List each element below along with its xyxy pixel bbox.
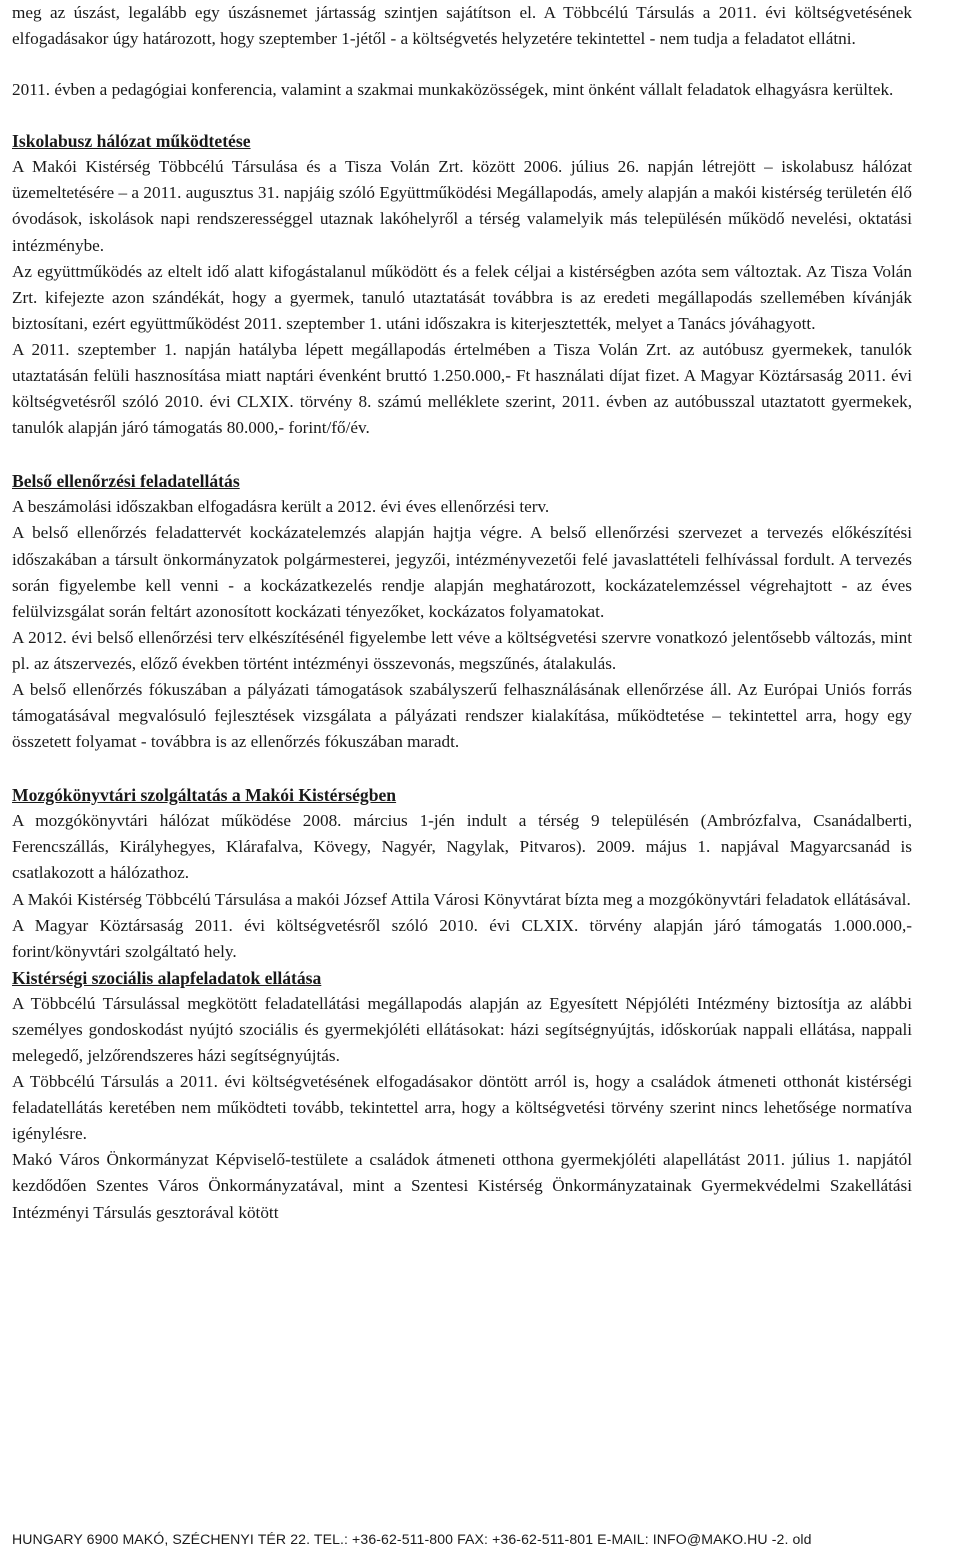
page-footer: HUNGARY 6900 MAKÓ, SZÉCHENYI TÉR 22. TEL.: +36-62-511-800 FAX: +36-62-511-801 E-MAIL: INFO@MAKO.HU -2. old xyxy=(12,1531,812,1547)
intro-section xyxy=(12,0,912,103)
section-heading: Mozgókönyvtári szolgáltatás a Makói Kistérségben xyxy=(12,785,397,806)
paragraph: A beszámolási időszakban elfogadásra került a 2012. évi éves ellenőrzési terv. xyxy=(12,497,550,517)
paragraph: Az együttműködés az eltelt idő alatt kifogástalanul működött és a felek céljai a kistérségben azóta sem változtak. Az Tisza Volán Zrt. kifejezte azon szándékát, hogy a gyermek, tanuló utaztatását továbbra is az eredeti megállapodás szellemében kívánják biztosítani, ezért együttműködést 2011. szeptember 1. utáni időszakra is kiterjesztették, melyet a Tanács jóváhagyott. xyxy=(12,261,912,333)
section-heading: Kistérségi szociális alapfeladatok ellátása xyxy=(12,967,322,988)
schoolbus-section xyxy=(12,128,912,441)
paragraph: A 2011. szeptember 1. napján hatályba lépett megállapodás értelmében a Tisza Volán Zrt. az autóbusz gyermekek, tanulók utaztatásán felüli hasznosítása miatt naptári évenként bruttó 1.250.000,- Ft használati díjat fizet. A Magyar Köztársaság 2011. évi költségvetésről szóló 2010. évi CLXIX. törvény 8. számú melléklete szerint, 2011. évben az autóbusszal utaztatott gyermekek, tanulók alapján járó támogatás 80.000,- forint/fő/év. xyxy=(12,339,912,438)
document-body xyxy=(12,0,912,1226)
social-section xyxy=(12,965,912,1226)
paragraph: A Makói Kistérség Többcélú Társulása és a Tisza Volán Zrt. között 2006. július 26. napján létrejött – iskolabusz hálózat üzemeltetésére – a 2011. augusztus 31. napjáig szóló Együttműködési Megállapodás, amely alapján a makói kistérség területén élő óvodások, iskolások napi rendszerességgel utaznak lakóhelyről a térség valamelyik más településén működő nevelési, oktatási intézménybe. xyxy=(12,157,912,255)
paragraph: A belső ellenőrzés fókuszában a pályázati támogatások szabályszerű felhasználásának ellenőrzése áll. Az Európai Uniós forrás támogatásával megvalósuló fejlesztések vizsgálata a pályázati rendszer kialakítása, működtetése – tekintettel arra, hogy egy összetett folyamat - továbbra is az ellenőrzés fókuszában maradt. xyxy=(12,679,912,752)
paragraph: meg az úszást, legalább egy úszásnemet jártasság szintjen sajátítson el. A Többcélú Társulás a 2011. évi költségvetésének elfogadásakor úgy határozott, hogy szeptember 1-jétől - a költségvetés helyzetére tekintettel - nem tudja a feladatot ellátni. xyxy=(12,3,912,49)
library-section xyxy=(12,782,912,965)
paragraph: 2011. évben a pedagógiai konferencia, valamint a szakmai munkaközösségek, mint önként vállalt feladatok elhagyásra kerültek. xyxy=(12,80,894,100)
paragraph: A 2012. évi belső ellenőrzési terv elkészítésénél figyelembe lett véve a költségvetési szervre vonatkozó jelentősebb változás, mint pl. az átszervezés, előző években történt intézményi összevonás, megszűnés, átalakulás. xyxy=(12,627,912,673)
audit-section xyxy=(12,468,912,755)
paragraph: A Magyar Köztársaság 2011. évi költségvetésről szóló 2010. évi CLXIX. törvény alapján járó támogatás 1.000.000,- forint/könyvtári szolgáltató hely. xyxy=(12,915,912,961)
paragraph: A Makói Kistérség Többcélú Társulása a makói József Attila Városi Könyvtárat bízta meg a mozgókönyvtári feladatok ellátásával. xyxy=(12,889,911,909)
paragraph: A Többcélú Társulás a 2011. évi költségvetésének elfogadásakor döntött arról is, hogy a családok átmeneti otthonát kistérségi feladatellátás keretében nem működteti tovább, tekintettel arra, hogy a költségvetési törvény szerint nincs lehetősége normatíva igénylésre. xyxy=(12,1072,912,1144)
paragraph: A Többcélú Társulással megkötött feladatellátási megállapodás alapján az Egyesített Népjóléti Intézmény biztosítja az alábbi személyes gondoskodást nyújtó szociális és gyermekjóléti ellátásokat: házi segítségnyújtás, időskorúak nappali ellátása, nappali melegedő, jelzőrendszeres házi segítségnyújtás. xyxy=(12,993,912,1065)
paragraph: Makó Város Önkormányzat Képviselő-testülete a családok átmeneti otthona gyermekjóléti alapellátást 2011. július 1. napjától kezdődően Szentes Város Önkormányzatával, mint a Szentesi Kistérség Önkormányzatainak Gyermekvédelmi Szakellátási Intézményi Társulás gesztorával kötött xyxy=(12,1150,912,1222)
paragraph: A mozgókönyvtári hálózat működése 2008. március 1-jén indult a térség 9 településén (Ambrózfalva, Csanádalberti, Ferencszállás, Királyhegyes, Klárafalva, Kövegy, Nagyér, Nagylak, Pitvaros). 2009. május 1. napjával Magyarcsanád is csatlakozott a hálózathoz. xyxy=(12,811,912,883)
section-heading: Iskolabusz hálózat működtetése xyxy=(12,131,251,152)
paragraph: A belső ellenőrzés feladattervét kockázatelemzés alapján hajtja végre. A belső ellenőrzési szervezet a tervezés előkészítési időszakában a társult önkormányzatok polgármesterei, jegyzői, intézményvezetői felé javaslattételi felhívással fordult. A tervezés során figyelembe kell venni - a kockázatkezelés rendje alapján meghatározott, kockázatelemzéssel végrehajtott - az éves felülvizsgálat során feltárt azonosított kockázati tényezőket, kockázatos folyamatokat. xyxy=(12,523,912,621)
section-heading: Belső ellenőrzési feladatellátás xyxy=(12,471,240,492)
